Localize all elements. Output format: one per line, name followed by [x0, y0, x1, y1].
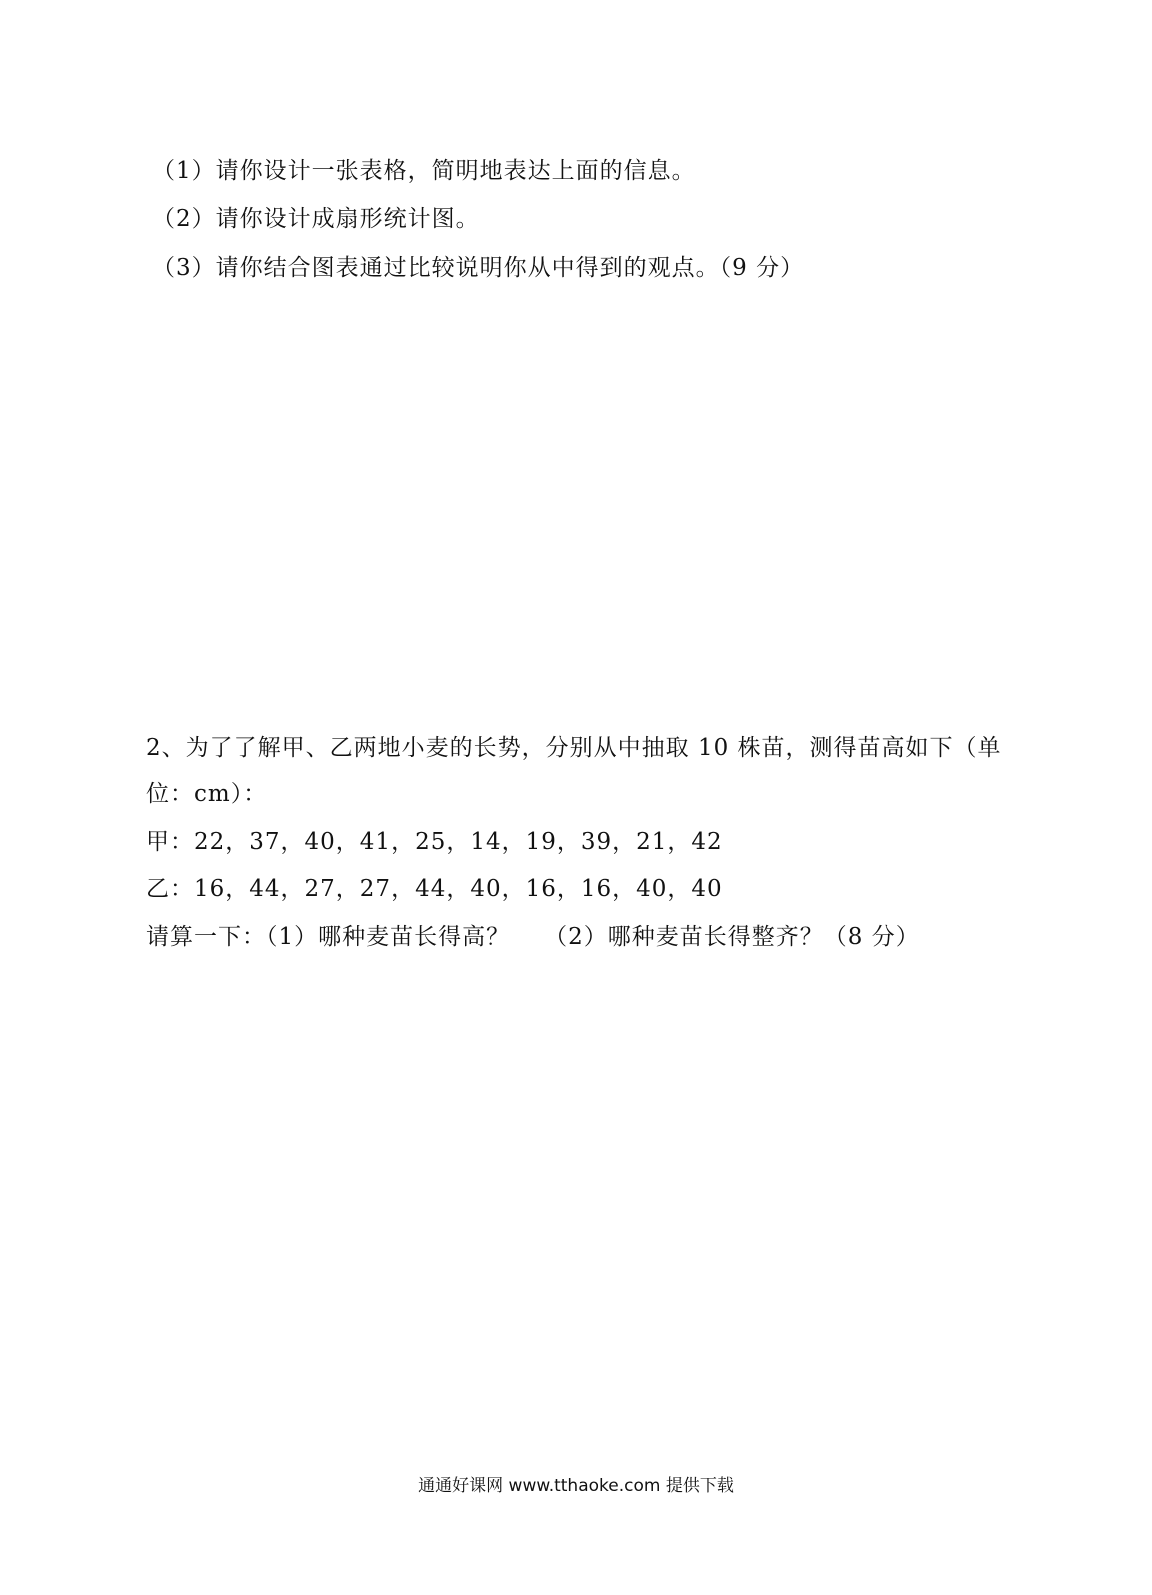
question-2-stem-line1: 2、为了了解甲、乙两地小麦的长势，分别从中抽取 10 株苗，测得苗高如下（单 [146, 735, 1002, 761]
subitem-2: （2）请你设计成扇形统计图。 [152, 206, 480, 232]
question-2-ask [146, 922, 920, 952]
data-row-jia: 甲：22，37，40，41，25，14，19，39，21，42 [146, 829, 723, 855]
ask-part-1: 请算一下：（1）哪种麦苗长得高？ [146, 924, 511, 950]
subitem-1: （1）请你设计一张表格，简明地表达上面的信息。 [152, 158, 696, 184]
footer-download-note: 通通好课网 www.tthaoke.com 提供下载 [418, 1476, 734, 1496]
subitem-3: （3）请你结合图表通过比较说明你从中得到的观点。（9 分） [152, 255, 805, 281]
question-2-stem-line2: 位：cm）： [146, 781, 268, 807]
data-row-yi: 乙：16，44，27，27，44，40，16，16，40，40 [146, 876, 723, 902]
ask-part-2: （2）哪种麦苗长得整齐？（8 分） [544, 924, 920, 950]
